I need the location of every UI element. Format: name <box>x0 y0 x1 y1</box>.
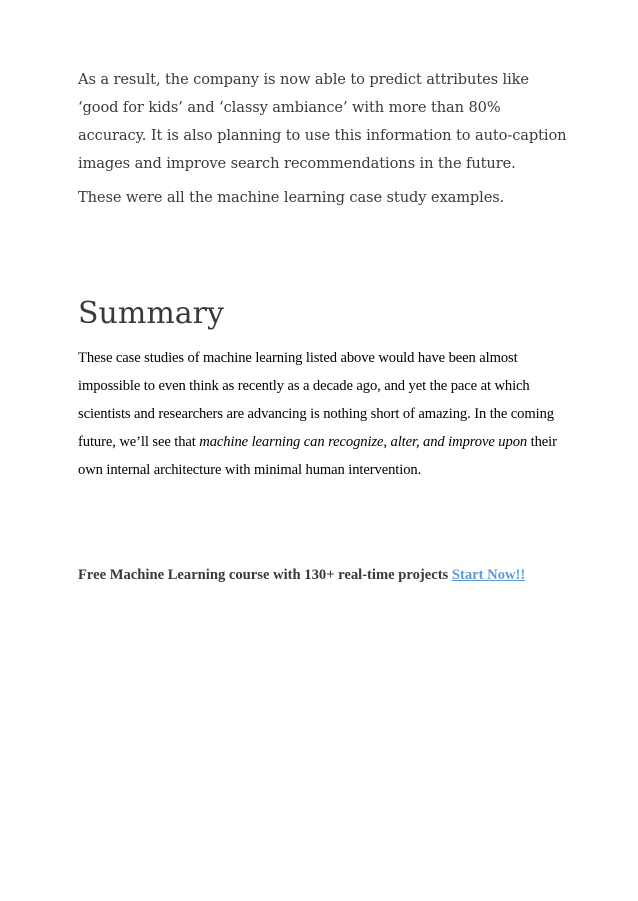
cta-text: Free Machine Learning course with 130+ real-time projects <box>78 567 452 583</box>
paragraph-conclusion: These were all the machine learning case study examples. <box>78 189 505 206</box>
summary-text-before: These case studies of machine learning listed above would have been almost impossible to even think as recently as a decade ago, and yet the pace at which scientists and researchers are advancing is nothing short of amazing. In the coming future, we’ll see that <box>78 350 554 450</box>
summary-text-after: their own internal architecture with minimal human intervention. <box>78 434 557 478</box>
start-now-link[interactable]: Start Now!! <box>451 567 526 583</box>
summary-emphasis: machine learning can recognize, alter, and improve upon <box>199 434 528 450</box>
paragraph-results: As a result, the company is now able to predict attributes like ‘good for kids’ and ‘classy ambiance’ with more than 80% accuracy. It is also planning to use this information to auto-caption images and improve search recommendations in the future. <box>78 71 567 172</box>
section-heading-summary: Summary <box>78 296 224 331</box>
course-cta <box>78 560 568 590</box>
summary-paragraph <box>78 344 568 484</box>
